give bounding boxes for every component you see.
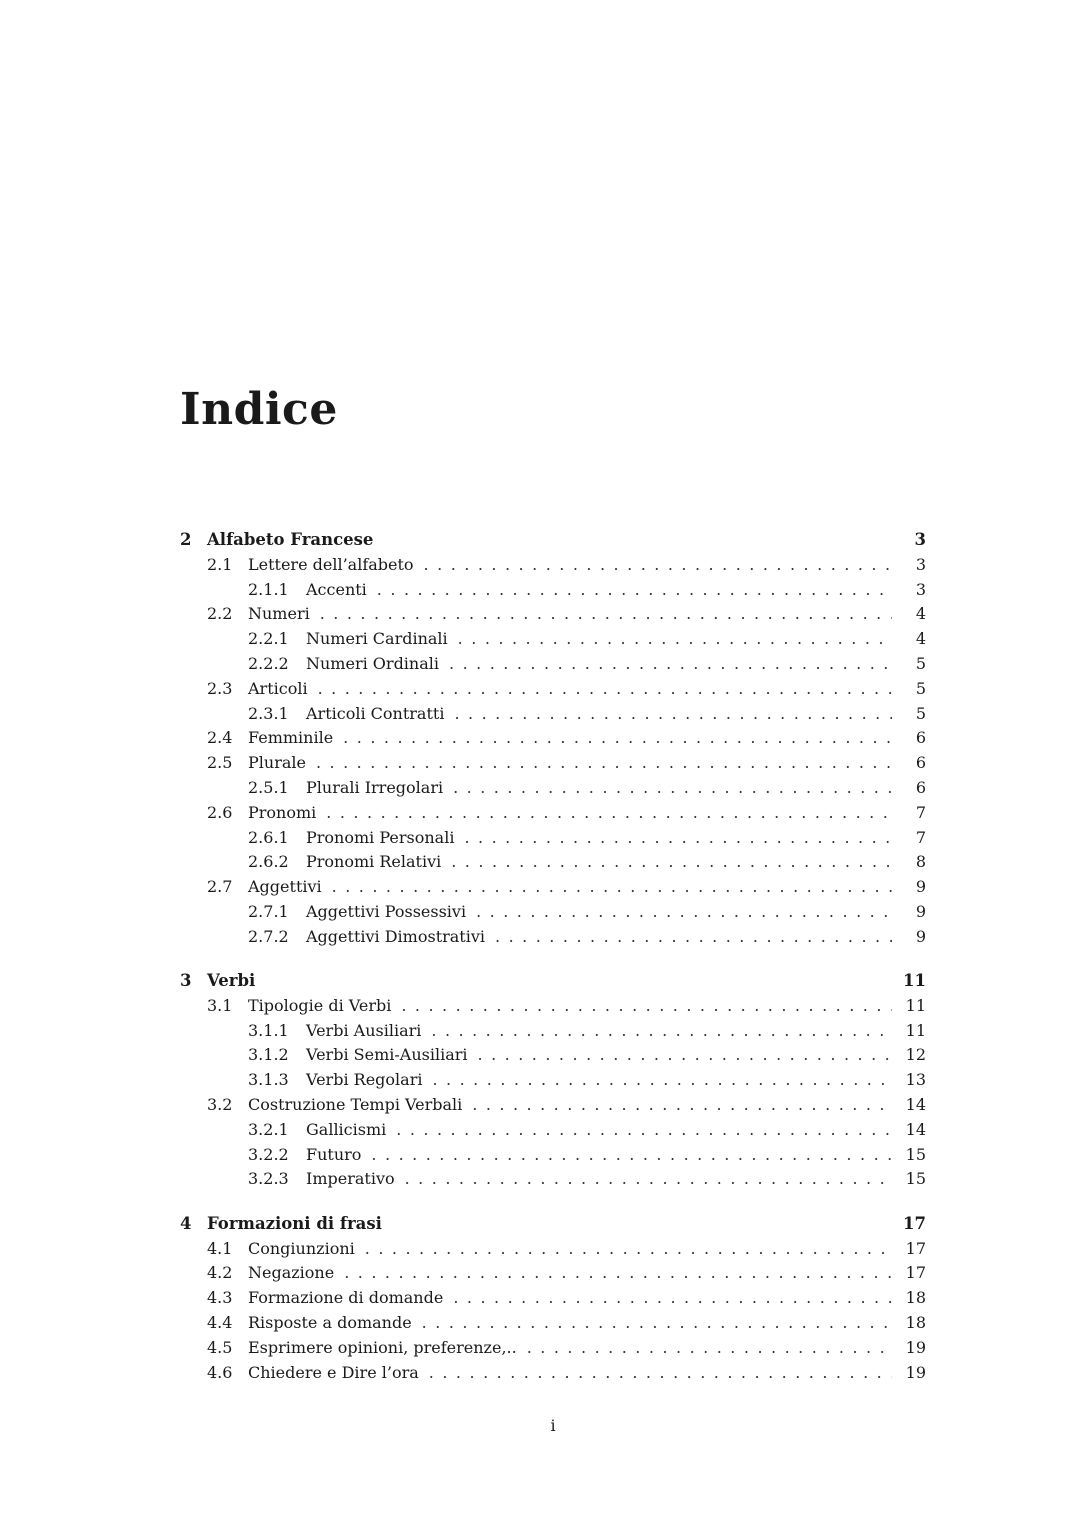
toc-entry-section[interactable] bbox=[180, 1336, 926, 1361]
toc-dot-leader bbox=[328, 875, 892, 900]
toc-entry-subsection[interactable] bbox=[180, 652, 926, 677]
toc-entry-number: 2.7.2 bbox=[248, 926, 289, 946]
toc-dot-leader bbox=[392, 1118, 892, 1143]
toc-entry-subsection[interactable] bbox=[180, 1043, 926, 1068]
toc-entry-section[interactable] bbox=[180, 726, 926, 751]
toc-entry-section[interactable] bbox=[180, 1311, 926, 1336]
toc-entry-title: Pronomi bbox=[248, 801, 322, 826]
toc-entry-chapter[interactable] bbox=[180, 969, 926, 994]
toc-entry-page: 7 bbox=[915, 827, 926, 847]
toc-entry-page: 19 bbox=[905, 1362, 926, 1382]
page-title: Indice bbox=[180, 384, 338, 435]
toc-entry-page: 9 bbox=[915, 901, 926, 921]
toc-dot-leader bbox=[449, 776, 892, 801]
toc-entry-title: Articoli Contratti bbox=[306, 702, 450, 727]
toc-entry-page: 6 bbox=[915, 777, 926, 797]
toc-entry-subsection[interactable] bbox=[180, 1143, 926, 1168]
toc-dot-leader bbox=[340, 1261, 892, 1286]
toc-entry-section[interactable] bbox=[180, 994, 926, 1019]
toc-entry-subsection[interactable] bbox=[180, 1068, 926, 1093]
toc-entry-title: Numeri bbox=[248, 602, 316, 627]
toc-entry-title: Costruzione Tempi Verbali bbox=[248, 1093, 468, 1118]
toc-entry-number: 3.2.2 bbox=[248, 1144, 289, 1164]
toc-entry-number: 3.2 bbox=[207, 1095, 233, 1115]
toc-entry-title: Futuro bbox=[306, 1143, 367, 1168]
toc-entry-page: 17 bbox=[903, 1213, 926, 1233]
toc-dot-leader bbox=[428, 1068, 892, 1093]
toc-entry-number: 2.7.1 bbox=[248, 901, 289, 921]
toc-entry-title: Aggettivi Dimostrativi bbox=[306, 925, 491, 950]
toc-dot-leader bbox=[397, 994, 892, 1019]
toc-entry-subsection[interactable] bbox=[180, 702, 926, 727]
toc-entry-page: 14 bbox=[905, 1095, 926, 1115]
toc-entry-subsection[interactable] bbox=[180, 1019, 926, 1044]
toc-entry-number: 2.4 bbox=[207, 728, 233, 748]
toc-entry-title: Gallicismi bbox=[306, 1118, 392, 1143]
toc-entry-subsection[interactable] bbox=[180, 850, 926, 875]
toc-entry-page: 11 bbox=[903, 971, 926, 991]
toc-entry-title: Chiedere e Dire l’ora bbox=[248, 1361, 425, 1386]
toc-entry-section[interactable] bbox=[180, 801, 926, 826]
toc-entry-chapter[interactable] bbox=[180, 1212, 926, 1237]
toc-entry-subsection[interactable] bbox=[180, 578, 926, 603]
toc-dot-leader bbox=[450, 702, 892, 727]
toc-dot-leader bbox=[427, 1019, 892, 1044]
toc-dot-leader bbox=[445, 652, 892, 677]
toc-entry-page: 6 bbox=[915, 753, 926, 773]
toc-entry-subsection[interactable] bbox=[180, 1118, 926, 1143]
toc-entry-section[interactable] bbox=[180, 677, 926, 702]
toc-entry-section[interactable] bbox=[180, 1261, 926, 1286]
toc-dot-leader bbox=[491, 925, 892, 950]
toc-entry-number: 2.1 bbox=[207, 554, 233, 574]
toc-entry-page: 15 bbox=[905, 1144, 926, 1164]
toc-entry-title: Verbi Regolari bbox=[306, 1068, 428, 1093]
toc-entry-number: 2.2 bbox=[207, 604, 233, 624]
toc-entry-section[interactable] bbox=[180, 875, 926, 900]
toc-entry-page: 12 bbox=[905, 1045, 926, 1065]
toc-entry-title: Imperativo bbox=[306, 1167, 401, 1192]
toc-entry-page: 9 bbox=[915, 926, 926, 946]
toc-entry-number: 3.2.1 bbox=[248, 1119, 289, 1139]
toc-dot-leader bbox=[401, 1167, 892, 1192]
toc-entry-chapter[interactable] bbox=[180, 528, 926, 553]
toc-dot-leader bbox=[460, 826, 892, 851]
toc-dot-leader bbox=[468, 1093, 892, 1118]
toc-entry-title: Verbi bbox=[207, 969, 261, 994]
toc-entry-page: 11 bbox=[905, 1020, 926, 1040]
toc-entry-title: Alfabeto Francese bbox=[207, 528, 379, 553]
toc-entry-section[interactable] bbox=[180, 751, 926, 776]
toc-entry-number: 4.3 bbox=[207, 1288, 233, 1308]
toc-entry-page: 4 bbox=[915, 629, 926, 649]
toc-entry-title: Formazione di domande bbox=[248, 1286, 449, 1311]
toc-entry-number: 2.3.1 bbox=[248, 703, 289, 723]
toc-entry-number: 2.7 bbox=[207, 877, 233, 897]
toc-entry-page: 14 bbox=[905, 1119, 926, 1139]
toc-dot-leader bbox=[314, 677, 892, 702]
toc-dot-leader bbox=[523, 1336, 892, 1361]
toc-entry-number: 3 bbox=[180, 971, 192, 991]
toc-entry-subsection[interactable] bbox=[180, 900, 926, 925]
toc-entry-number: 2.6 bbox=[207, 802, 233, 822]
toc-entry-section[interactable] bbox=[180, 1361, 926, 1386]
toc-entry-number: 3.1.1 bbox=[248, 1020, 289, 1040]
toc-entry-page: 15 bbox=[905, 1169, 926, 1189]
toc-entry-page: 5 bbox=[915, 703, 926, 723]
toc-entry-title: Lettere dell’alfabeto bbox=[248, 553, 420, 578]
toc-entry-page: 9 bbox=[915, 877, 926, 897]
toc-entry-title: Congiunzioni bbox=[248, 1237, 361, 1262]
toc-entry-page: 3 bbox=[915, 554, 926, 574]
toc-entry-number: 2.5.1 bbox=[248, 777, 289, 797]
toc-entry-title: Formazioni di frasi bbox=[207, 1212, 388, 1237]
toc-entry-number: 2.1.1 bbox=[248, 579, 289, 599]
toc-entry-subsection[interactable] bbox=[180, 776, 926, 801]
toc-entry-number: 2.6.2 bbox=[248, 852, 289, 872]
toc-entry-number: 2.6.1 bbox=[248, 827, 289, 847]
toc-entry-page: 4 bbox=[915, 604, 926, 624]
toc-entry-page: 6 bbox=[915, 728, 926, 748]
toc-entry-title: Verbi Semi-Ausiliari bbox=[306, 1043, 474, 1068]
toc-dot-leader bbox=[322, 801, 892, 826]
toc-entry-title: Plurali Irregolari bbox=[306, 776, 449, 801]
toc-entry-page: 18 bbox=[905, 1312, 926, 1332]
toc-entry-number: 4.1 bbox=[207, 1238, 233, 1258]
toc-entry-number: 4.5 bbox=[207, 1337, 233, 1357]
toc-entry-section[interactable] bbox=[180, 553, 926, 578]
toc-entry-page: 13 bbox=[905, 1070, 926, 1090]
toc-entry-page: 5 bbox=[915, 678, 926, 698]
toc-entry-title: Pronomi Personali bbox=[306, 826, 460, 851]
toc-entry-title: Numeri Ordinali bbox=[306, 652, 445, 677]
toc-entry-title: Femminile bbox=[248, 726, 339, 751]
toc-entry-title: Aggettivi Possessivi bbox=[306, 900, 472, 925]
toc-dot-leader bbox=[418, 1311, 892, 1336]
toc-entry-number: 2.3 bbox=[207, 678, 233, 698]
toc-dot-leader bbox=[474, 1043, 893, 1068]
toc-entry-number: 2.2.1 bbox=[248, 629, 289, 649]
toc-entry-page: 17 bbox=[905, 1263, 926, 1283]
toc-entry-page: 7 bbox=[915, 802, 926, 822]
toc-entry-title: Aggettivi bbox=[248, 875, 328, 900]
toc-entry-section[interactable] bbox=[180, 602, 926, 627]
toc-entry-page: 11 bbox=[905, 995, 926, 1015]
toc-entry-page: 8 bbox=[915, 852, 926, 872]
toc-dot-leader bbox=[373, 578, 892, 603]
toc-entry-section[interactable] bbox=[180, 1093, 926, 1118]
toc-dot-leader bbox=[454, 627, 892, 652]
toc-dot-leader bbox=[316, 602, 892, 627]
toc-entry-title: Plurale bbox=[248, 751, 312, 776]
toc-entry-title: Accenti bbox=[306, 578, 373, 603]
toc-dot-leader bbox=[339, 726, 892, 751]
toc-dot-leader bbox=[449, 1286, 892, 1311]
toc-entry-number: 4.2 bbox=[207, 1263, 233, 1283]
toc-entry-number: 2.2.2 bbox=[248, 653, 289, 673]
toc-entry-page: 3 bbox=[915, 579, 926, 599]
toc-entry-title: Risposte a domande bbox=[248, 1311, 418, 1336]
toc-entry-page: 19 bbox=[905, 1337, 926, 1357]
toc-entry-number: 3.1.2 bbox=[248, 1045, 289, 1065]
page-number: i bbox=[550, 1416, 556, 1435]
toc-entry-page: 17 bbox=[905, 1238, 926, 1258]
toc-entry-title: Tipologie di Verbi bbox=[248, 994, 397, 1019]
toc-entry-subsection[interactable] bbox=[180, 826, 926, 851]
toc-entry-number: 4.6 bbox=[207, 1362, 233, 1382]
toc-entry-title: Esprimere opinioni, preferenze,.. bbox=[248, 1336, 523, 1361]
toc-entry-number: 3.1 bbox=[207, 995, 233, 1015]
toc-entry-number: 3.2.3 bbox=[248, 1169, 289, 1189]
toc-entry-number: 2 bbox=[180, 530, 192, 549]
toc-entry-title: Articoli bbox=[248, 677, 314, 702]
toc-entry-page: 18 bbox=[905, 1288, 926, 1308]
toc-entry-section[interactable] bbox=[180, 1286, 926, 1311]
toc-entry-title: Verbi Ausiliari bbox=[306, 1019, 427, 1044]
toc-entry-section[interactable] bbox=[180, 1237, 926, 1262]
toc-dot-leader bbox=[425, 1361, 892, 1386]
toc-dot-leader bbox=[472, 900, 892, 925]
toc-entry-number: 3.1.3 bbox=[248, 1070, 289, 1090]
table-of-contents bbox=[180, 528, 926, 1385]
toc-dot-leader bbox=[312, 751, 892, 776]
toc-entry-title: Negazione bbox=[248, 1261, 340, 1286]
toc-entry-number: 4.4 bbox=[207, 1312, 233, 1332]
toc-entry-page: 3 bbox=[914, 530, 926, 549]
toc-dot-leader bbox=[367, 1143, 892, 1168]
toc-entry-number: 4 bbox=[180, 1213, 192, 1233]
toc-dot-leader bbox=[361, 1237, 892, 1262]
toc-entry-number: 2.5 bbox=[207, 753, 233, 773]
toc-entry-title: Numeri Cardinali bbox=[306, 627, 454, 652]
toc-dot-leader bbox=[420, 553, 892, 578]
toc-entry-subsection[interactable] bbox=[180, 925, 926, 950]
toc-entry-subsection[interactable] bbox=[180, 627, 926, 652]
toc-entry-title: Pronomi Relativi bbox=[306, 850, 447, 875]
toc-dot-leader bbox=[447, 850, 892, 875]
toc-entry-subsection[interactable] bbox=[180, 1167, 926, 1192]
toc-entry-page: 5 bbox=[915, 653, 926, 673]
